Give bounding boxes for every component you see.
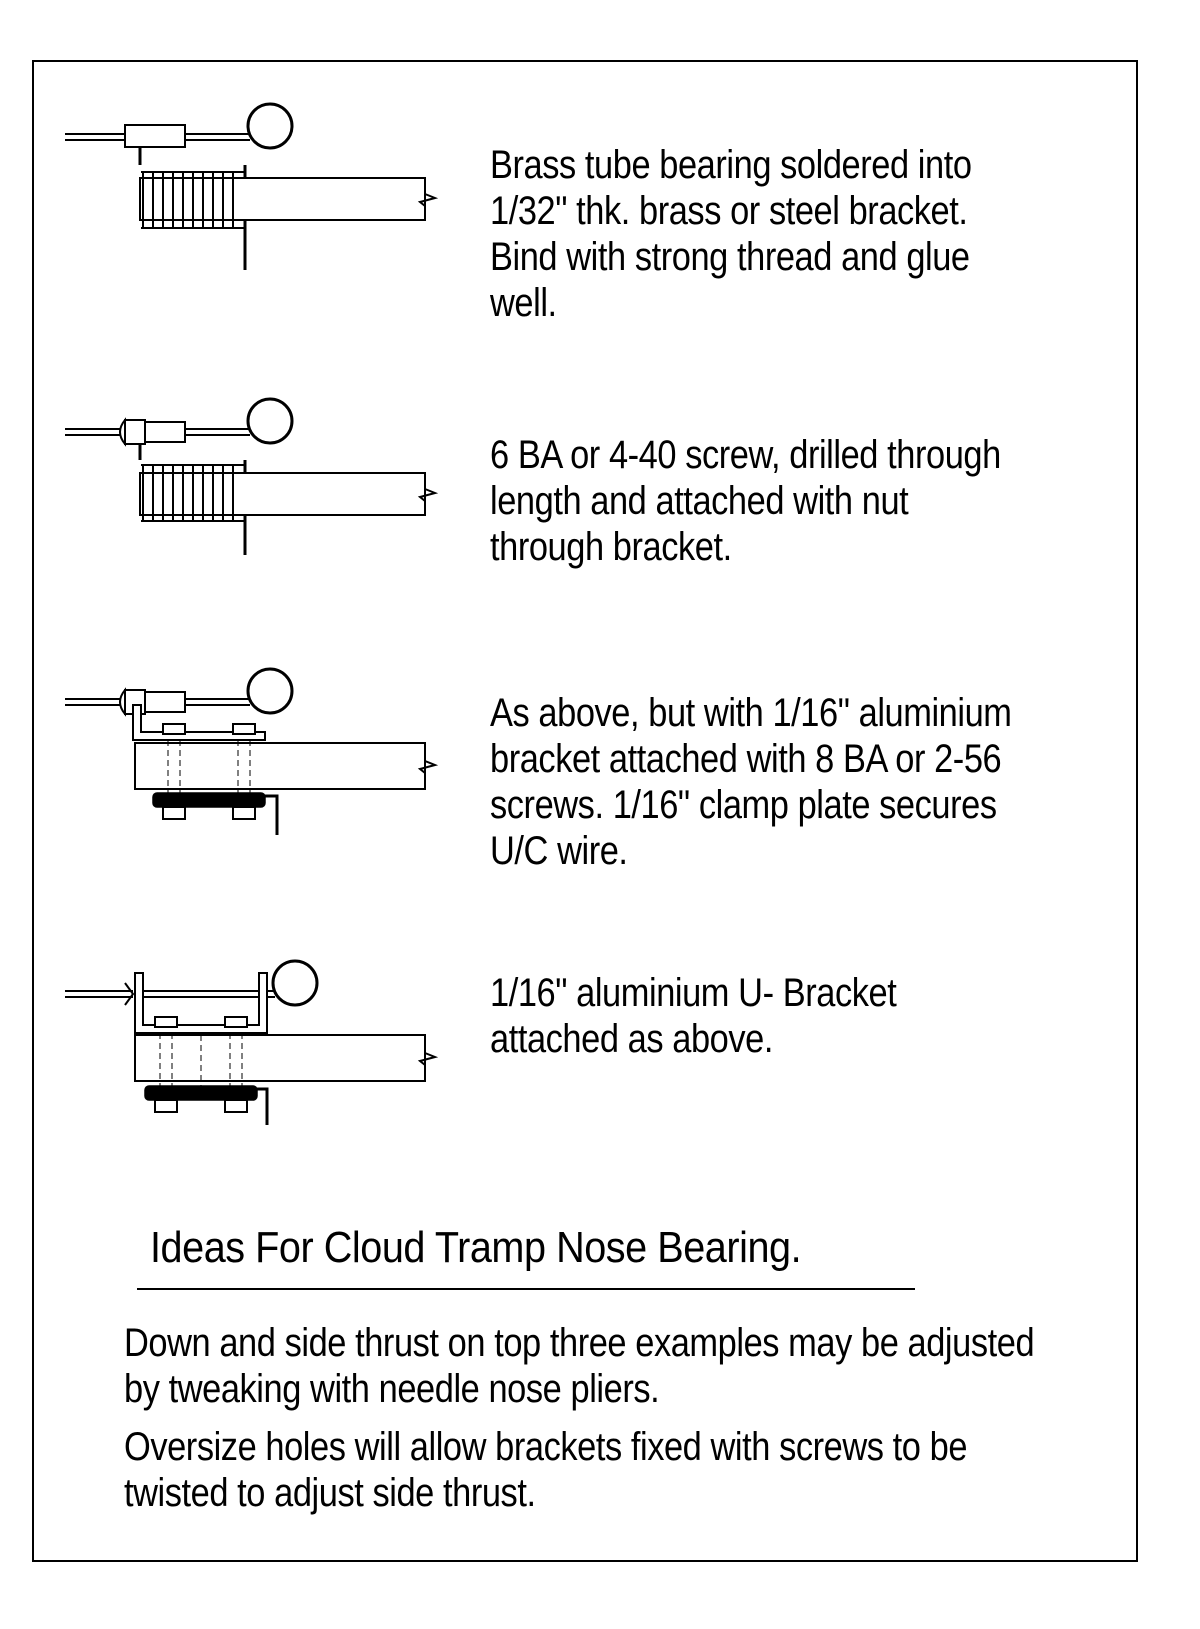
aluminium-bracket-drawing — [55, 665, 455, 835]
clamp-plate — [145, 1086, 257, 1100]
prop-shaft-hook — [248, 669, 292, 713]
caption-drilled-screw-bearing: 6 BA or 4-40 screw, drilled through length and attached with nut through bracket. — [490, 433, 1001, 569]
note-thrust-adjustment: Down and side thrust on top three examples may be adjusted by tweaking with needle nose pliers. — [124, 1321, 1035, 1411]
drilled-screw — [145, 422, 185, 442]
brass-tube-bearing-drawing — [55, 100, 455, 270]
drilled-screw-bearing-drawing — [55, 395, 455, 565]
undercarriage-wire — [265, 796, 277, 835]
prop-shaft-hook — [248, 399, 292, 443]
fuselage-nose — [135, 743, 425, 789]
caption-aluminium-bracket: As above, but with 1/16" aluminium bracket attached with 8 BA or 2-56 screws. 1/16" clamp plate secures U/C wire. — [490, 691, 1012, 873]
fuselage-nose — [135, 1035, 425, 1081]
figure-brass-tube-bearing — [55, 100, 455, 270]
notes-block — [124, 1320, 1053, 1528]
caption-aluminium-u-bracket: 1/16" aluminium U- Bracket attached as above. — [490, 971, 897, 1061]
washer — [125, 983, 133, 1005]
undercarriage-wire — [257, 1089, 267, 1125]
brass-tube — [125, 125, 185, 147]
prop-shaft-hook — [248, 104, 292, 148]
prop-shaft-hook — [273, 961, 317, 1005]
note-oversize-holes: Oversize holes will allow brackets fixed with screws to be twisted to adjust side thrust. — [124, 1425, 968, 1515]
figure-aluminium-u-bracket — [55, 955, 455, 1125]
figure-drilled-screw-bearing — [55, 395, 455, 565]
aluminium-u-bracket-drawing — [55, 955, 455, 1125]
heading-underline — [137, 1288, 915, 1290]
clamp-plate — [153, 793, 265, 807]
caption-brass-tube-bearing: Brass tube bearing soldered into 1/32" thk. brass or steel bracket. Bind with strong thread and glue well. — [490, 143, 972, 325]
diagram-heading: Ideas For Cloud Tramp Nose Bearing. — [150, 1223, 802, 1272]
figure-aluminium-bracket — [55, 665, 455, 835]
